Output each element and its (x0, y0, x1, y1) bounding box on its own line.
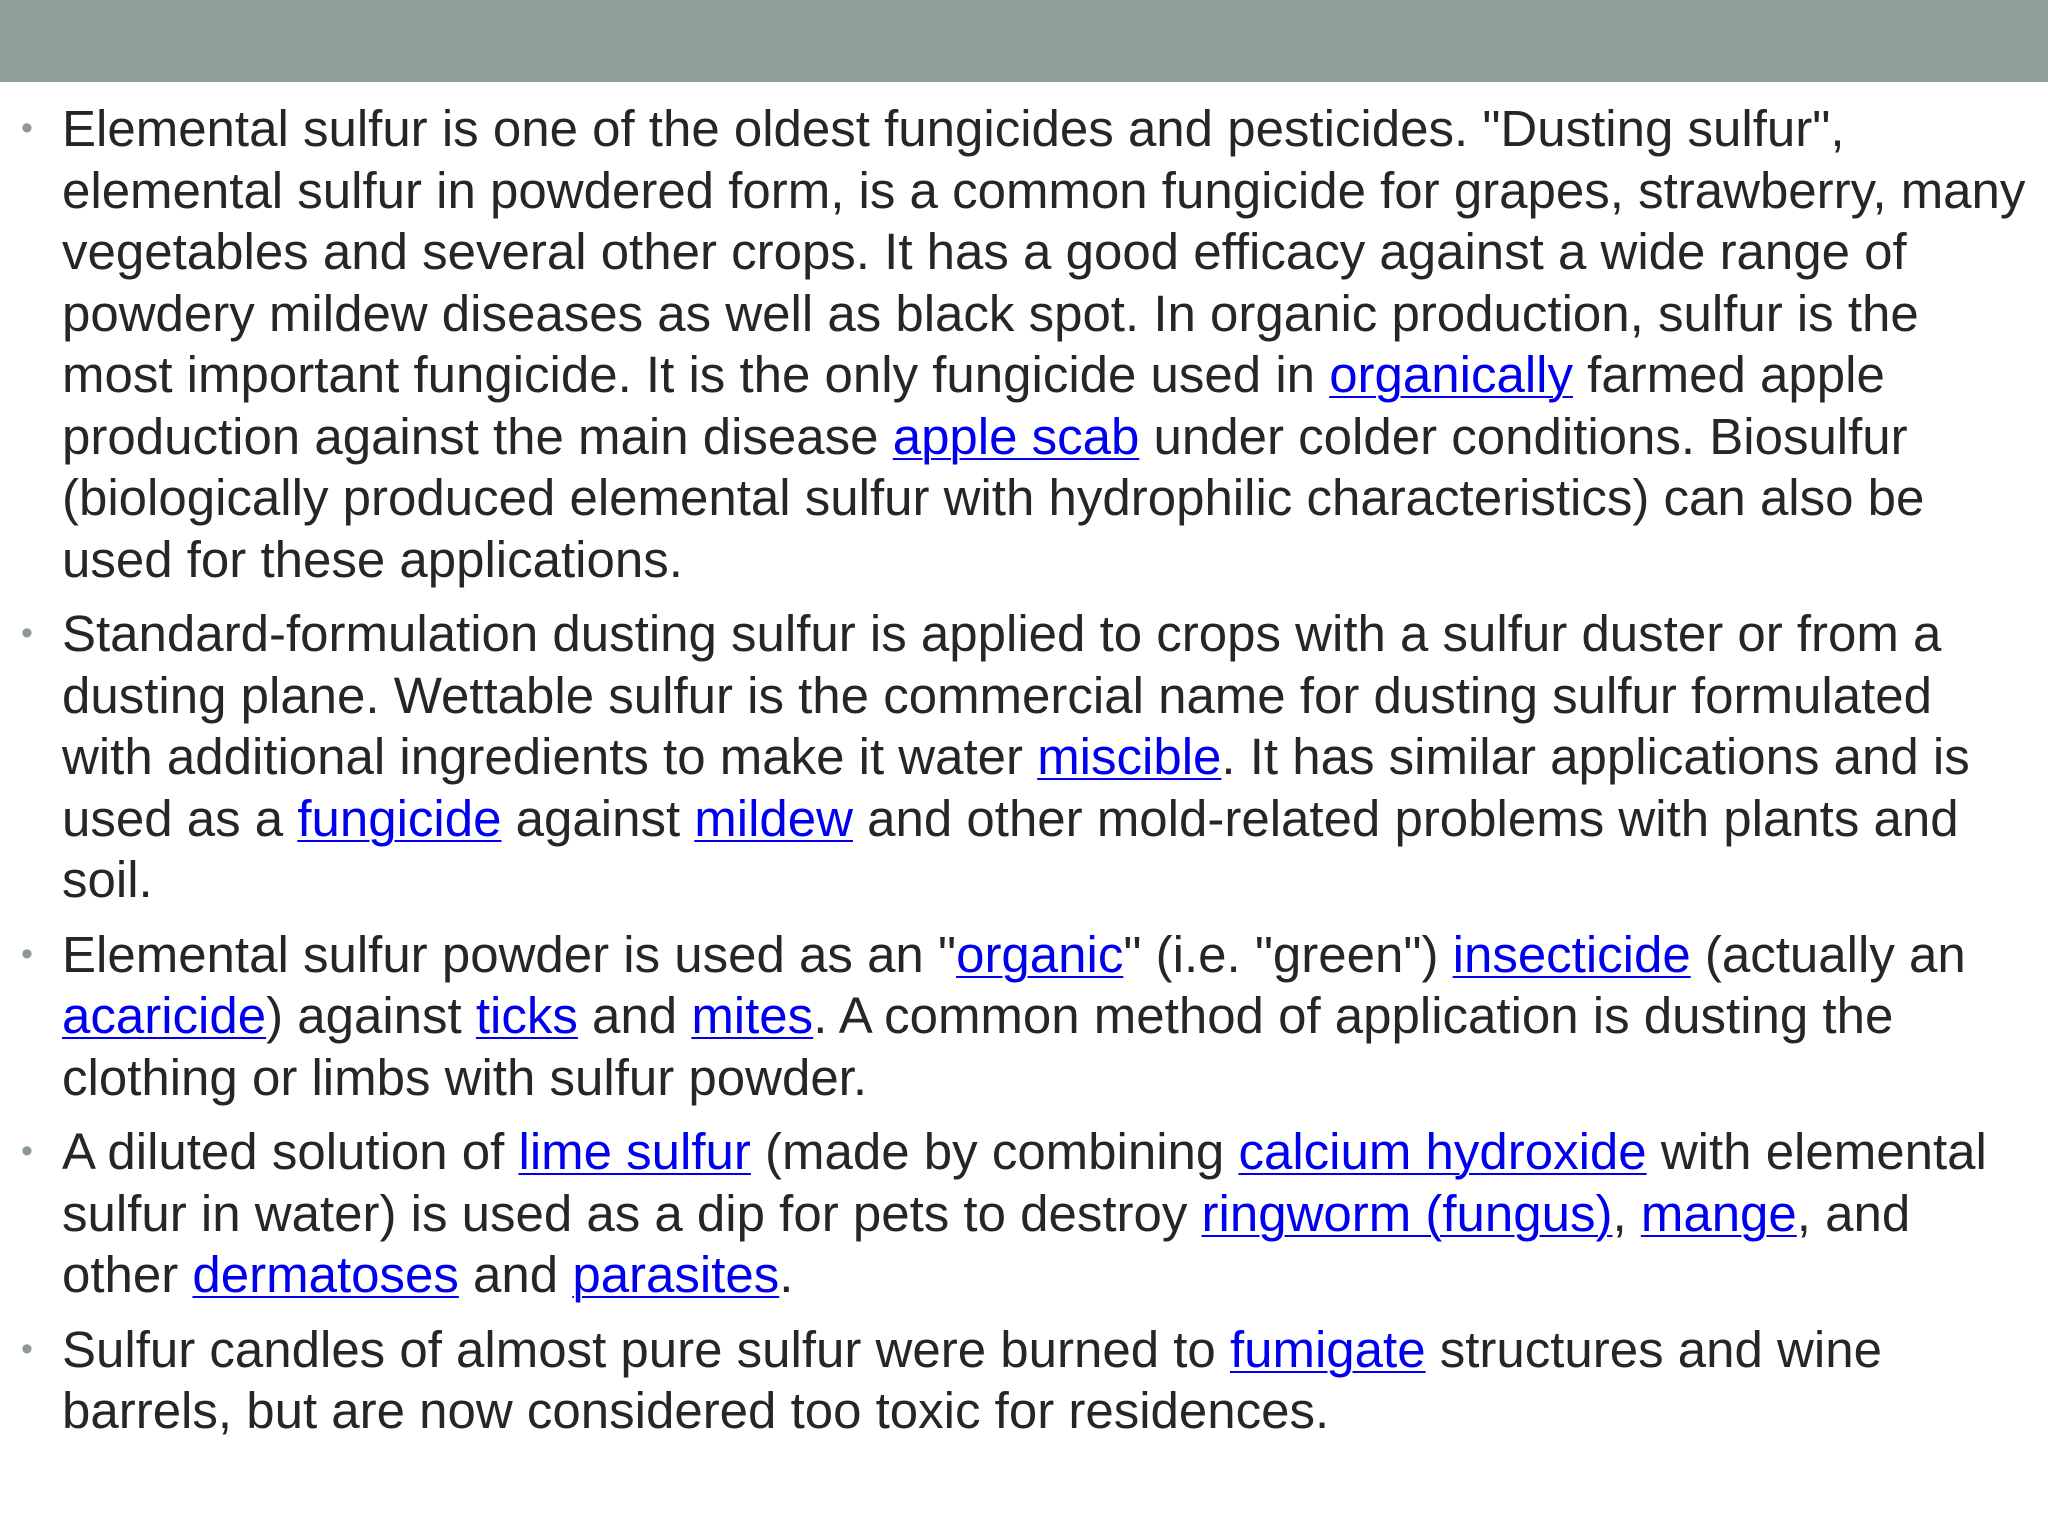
bullet-text: and (458, 1246, 573, 1303)
bullet-text: A diluted solution of (62, 1123, 519, 1180)
bullet-text: Elemental sulfur powder is used as an " (62, 925, 957, 983)
bullet-icon: • (21, 109, 33, 147)
bullet-text: (actually an (1690, 925, 1966, 983)
bullet-text: . (779, 1246, 794, 1303)
link-mildew[interactable]: mildew (694, 789, 853, 847)
bullet-item-fungicide-history (0, 98, 2048, 590)
bullet-list (0, 98, 2048, 1442)
bullet-text: Elemental sulfur is one of the oldest fungicides and pesticides. "Dusting sulfur", elemental sulfur in powdered form, is a common fungicide for grapes, strawberry, many vegetables and several other crops. It has a good efficacy against a wide range of powdery mildew diseases as well as black spot. In organic production, sulfur is the most important fungicide. It is the only fungicide used in (62, 100, 2026, 403)
bullet-text: against (501, 789, 695, 847)
bullet-item-insecticide (0, 924, 2048, 1109)
bullet-text: farmed apple production against the main disease (62, 346, 1885, 465)
bullet-icon: • (21, 934, 33, 973)
link-lime-sulfur[interactable]: lime sulfur (518, 1123, 751, 1180)
link-acaricide[interactable]: acaricide (62, 987, 267, 1044)
bullet-icon: • (21, 1329, 33, 1368)
bullet-text: . A common method of application is dusting the clothing or limbs with sulfur powder. (62, 987, 1894, 1106)
link-parasites[interactable]: parasites (572, 1246, 780, 1303)
slide-body (0, 98, 2048, 1455)
link-ringworm-fungus[interactable]: ringworm (fungus) (1201, 1184, 1613, 1242)
link-fumigate[interactable]: fumigate (1229, 1320, 1426, 1378)
bullet-text: ) against (266, 987, 476, 1044)
bullet-item-sulfur-candles (0, 1319, 2048, 1442)
link-miscible[interactable]: miscible (1037, 728, 1222, 785)
bullet-text: . It has similar applications and is used as a (62, 728, 1970, 847)
link-organic[interactable]: organic (956, 925, 1124, 983)
bullet-text: under colder conditions. Biosulfur (biologically produced elemental sulfur with hydrophilic characteristics) can also be used for these applications. (62, 407, 1925, 588)
bullet-text: " (i.e. "green") (1123, 925, 1453, 983)
bullet-text: , (1612, 1184, 1641, 1242)
bullet-text: Standard-formulation dusting sulfur is applied to crops with a sulfur duster or from a dusting plane. Wettable sulfur is the commercial name for dusting sulfur formulated with additional ingredients to make it water (62, 605, 1942, 785)
bullet-item-lime-sulfur (0, 1121, 2048, 1306)
slide-header-band (0, 0, 2048, 82)
link-mites[interactable]: mites (691, 987, 814, 1044)
link-organically[interactable]: organically (1329, 346, 1573, 403)
bullet-text: with elemental sulfur in water) is used as a dip for pets to destroy (62, 1123, 1987, 1242)
bullet-text: and other mold-related problems with plants and soil. (62, 789, 1959, 908)
bullet-text: Sulfur candles of almost pure sulfur were burned to (62, 1320, 1230, 1378)
bullet-text: structures and wine barrels, but are now considered too toxic for residences. (62, 1320, 1882, 1439)
link-fungicide[interactable]: fungicide (297, 789, 502, 847)
link-mange[interactable]: mange (1640, 1184, 1797, 1242)
link-calcium-hydroxide[interactable]: calcium hydroxide (1238, 1123, 1647, 1180)
bullet-icon: • (21, 1132, 33, 1170)
link-dermatoses[interactable]: dermatoses (192, 1246, 459, 1303)
bullet-item-wettable-sulfur (0, 603, 2048, 911)
bullet-icon: • (21, 614, 33, 652)
bullet-text: (made by combining (750, 1123, 1239, 1180)
bullet-text: and (577, 987, 692, 1044)
link-ticks[interactable]: ticks (475, 987, 578, 1044)
bullet-text: , and other (62, 1184, 1911, 1303)
link-insecticide[interactable]: insecticide (1452, 925, 1691, 983)
link-apple-scab[interactable]: apple scab (892, 407, 1140, 465)
